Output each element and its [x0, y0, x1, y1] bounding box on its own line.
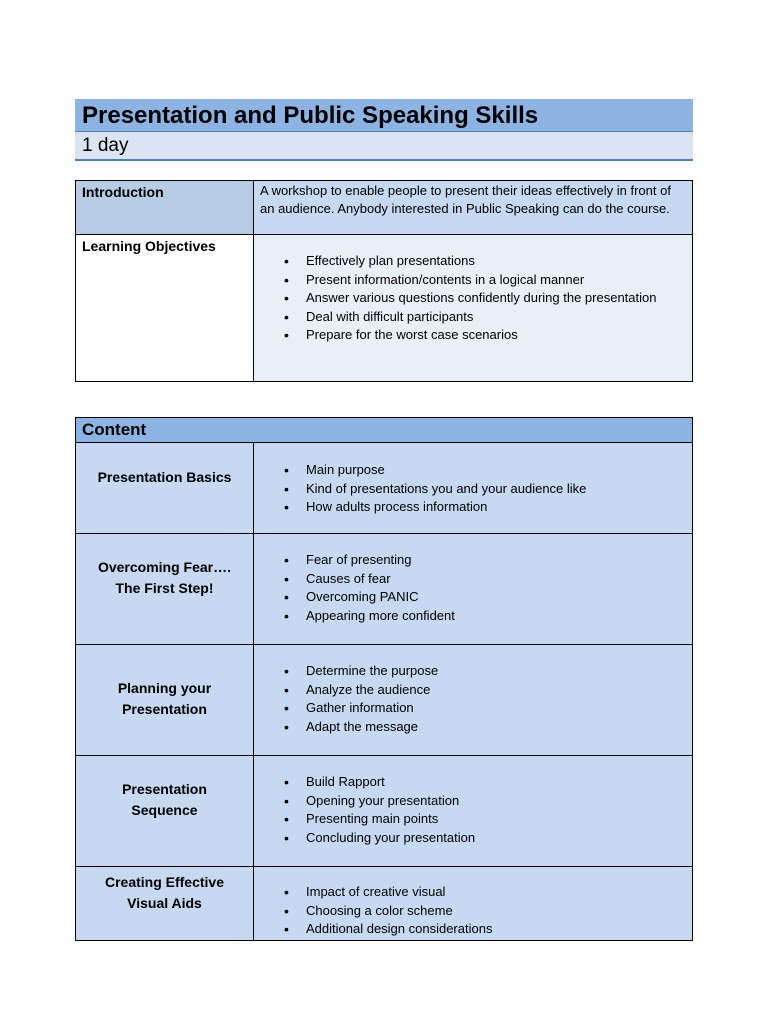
introduction-text: A workshop to enable people to present their ideas effectively in front of an audience. Anybody interested in Public Speaking can do the course. — [254, 181, 693, 235]
introduction-row — [76, 181, 693, 235]
learning-objectives-row — [76, 235, 693, 382]
section-items-list — [254, 662, 692, 736]
section-topic-line: Presentation — [122, 701, 207, 717]
section-items-list — [254, 551, 692, 625]
section-topic — [76, 756, 254, 867]
section-items-cell — [254, 534, 693, 645]
list-item: • Determine the purpose — [306, 662, 692, 681]
content-header: Content — [76, 418, 693, 443]
section-topic — [76, 534, 254, 645]
list-item: • Fear of presenting — [306, 551, 692, 570]
list-item: • Effectively plan presentations — [306, 252, 692, 271]
list-item: • Analyze the audience — [306, 681, 692, 700]
course-duration: 1 day — [75, 132, 693, 159]
content-section-row — [76, 867, 693, 941]
list-item: • Appearing more confident — [306, 607, 692, 626]
list-item: • Deal with difficult participants — [306, 308, 692, 327]
section-topic-line: Sequence — [131, 802, 198, 818]
list-item: • Main purpose — [306, 461, 692, 480]
overview-table — [75, 180, 693, 382]
list-item: • Causes of fear — [306, 570, 692, 589]
section-items-cell — [254, 867, 693, 941]
list-item: • Opening your presentation — [306, 792, 692, 811]
section-items-cell — [254, 443, 693, 534]
list-item: • Additional design considerations — [306, 920, 692, 939]
content-section-row — [76, 756, 693, 867]
list-item: • Gather information — [306, 699, 692, 718]
section-topic-line: The First Step! — [115, 580, 214, 596]
list-item: • Build Rapport — [306, 773, 692, 792]
content-section-row — [76, 534, 693, 645]
section-items-cell — [254, 645, 693, 756]
list-item: • Prepare for the worst case scenarios — [306, 326, 692, 345]
list-item: • Adapt the message — [306, 718, 692, 737]
content-table — [75, 417, 693, 941]
list-item: • Choosing a color scheme — [306, 902, 692, 921]
introduction-label: Introduction — [76, 181, 254, 235]
section-topic-line: Creating Effective — [104, 874, 225, 890]
list-item: • Presenting main points — [306, 810, 692, 829]
section-items-list — [254, 773, 692, 847]
section-topic-line: Overcoming Fear…. — [97, 559, 232, 575]
section-topic-line: Presentation — [122, 781, 207, 797]
section-topic — [76, 867, 254, 941]
section-items-list — [254, 883, 692, 939]
learning-objectives-cell — [254, 235, 693, 382]
section-items-list — [254, 461, 692, 517]
list-item: • Overcoming PANIC — [306, 588, 692, 607]
content-section-row — [76, 645, 693, 756]
content-section-row — [76, 443, 693, 534]
section-topic-line: Visual Aids — [127, 895, 202, 911]
section-topic-line: Planning your — [117, 680, 212, 696]
list-item: • Impact of creative visual — [306, 883, 692, 902]
content-header-row — [76, 418, 693, 443]
section-topic — [76, 645, 254, 756]
learning-objectives-list — [254, 252, 692, 345]
list-item: • Answer various questions confidently during the presentation — [306, 289, 692, 308]
list-item: • Present information/contents in a logical manner — [306, 271, 692, 290]
list-item: • Kind of presentations you and your audience like — [306, 480, 692, 499]
section-topic — [76, 443, 254, 534]
list-item: • How adults process information — [306, 498, 692, 517]
learning-objectives-label: Learning Objectives — [76, 235, 254, 382]
list-item: • Concluding your presentation — [306, 829, 692, 848]
section-items-cell — [254, 756, 693, 867]
course-title-box — [75, 99, 693, 161]
section-topic-line: Presentation Basics — [97, 469, 232, 485]
course-title: Presentation and Public Speaking Skills — [75, 99, 693, 132]
